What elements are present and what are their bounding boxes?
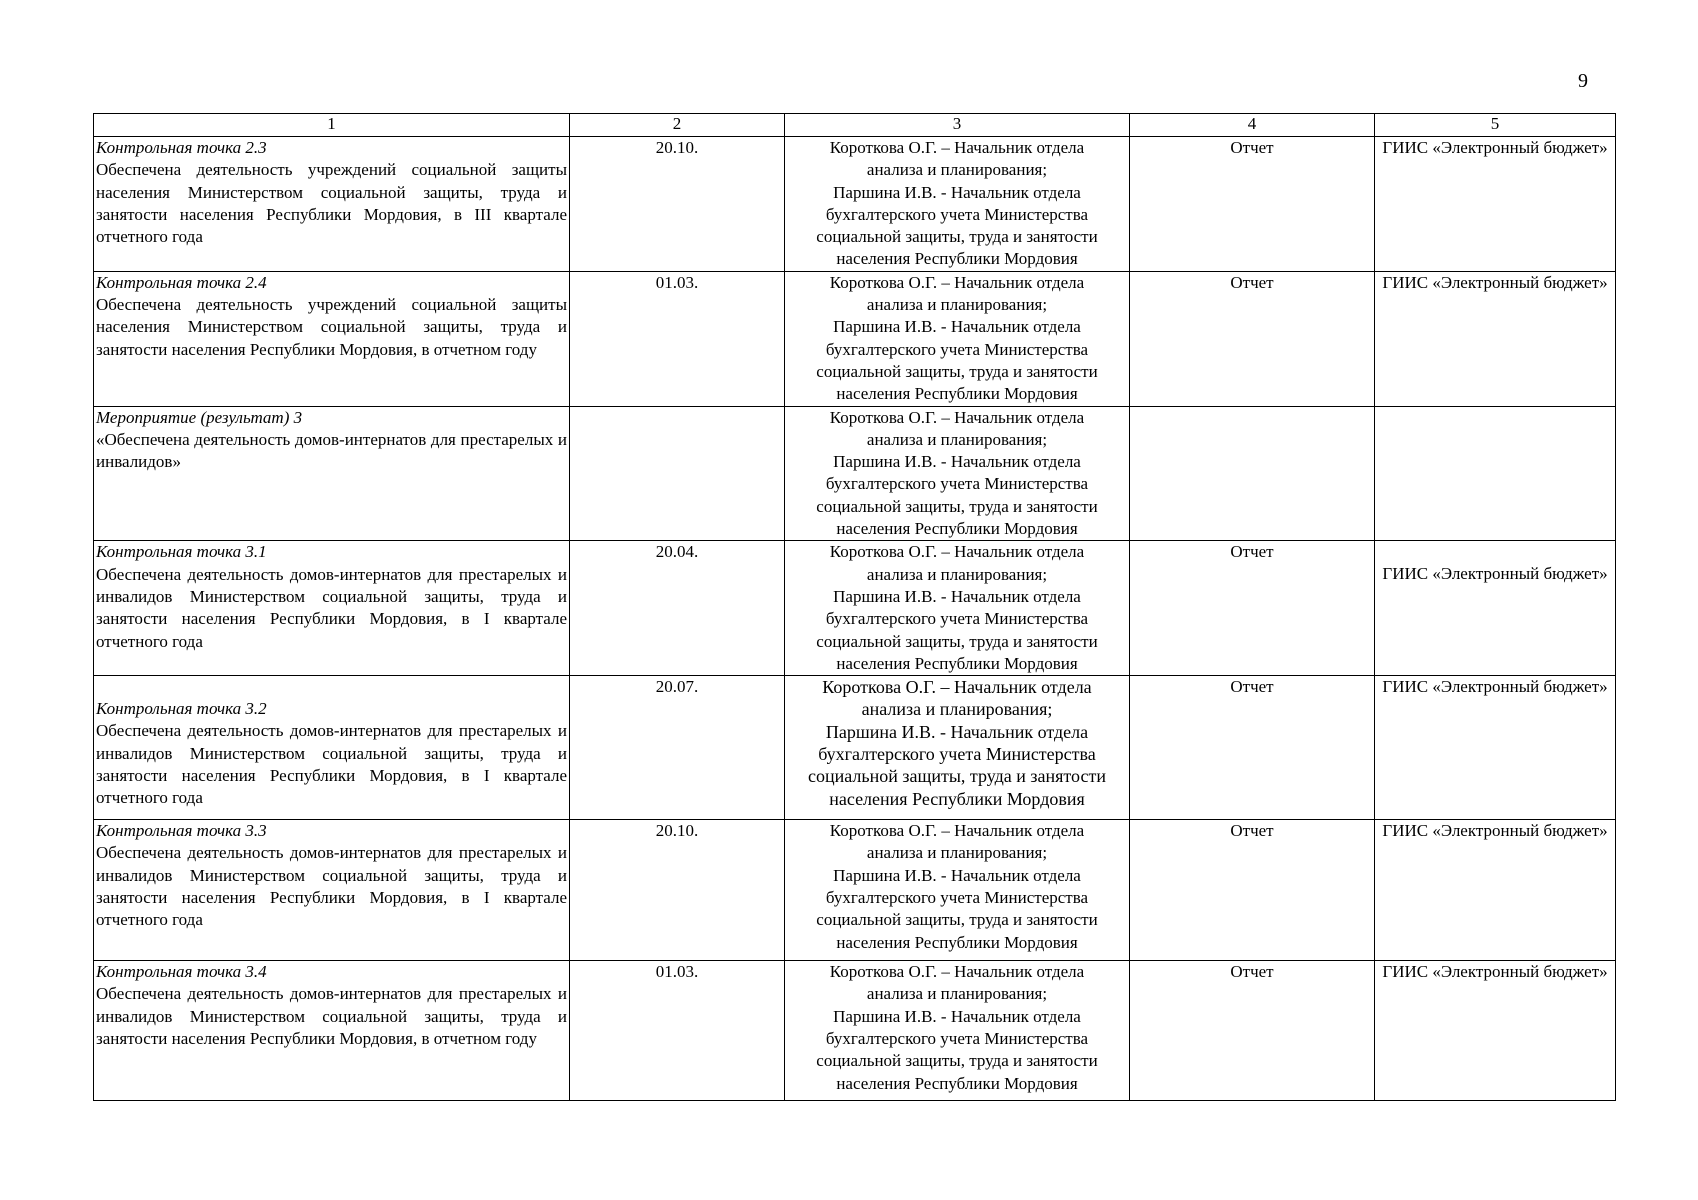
responsible-cell: [785, 676, 1130, 820]
information-system-cell: [1375, 541, 1616, 676]
table-row: [94, 406, 1616, 541]
table-row: [94, 676, 1616, 820]
column-header-3: 3: [785, 114, 1130, 137]
information-system-cell: ГИИС «Электронный бюджет»: [1375, 961, 1616, 1101]
item-title: Контрольная точка 3.1: [96, 542, 267, 562]
responsible-cell: [785, 961, 1130, 1101]
responsible-line: анализа и планирования;: [866, 564, 1048, 584]
item-description-cell: [94, 406, 570, 541]
responsible-line: Паршина И.В. - Начальник отдела: [833, 182, 1081, 202]
item-description-cell: [94, 676, 570, 820]
responsible-line: бухгалтерского учета Министерства: [825, 339, 1089, 359]
information-system-cell: [1375, 406, 1616, 541]
item-description: Обеспечена деятельность домов-интернатов для престарелых и инвалидов Министерством социальной защиты, труда и занятости населения Республики Мордовия, в I квартале отчетного года: [96, 564, 567, 651]
responsible-line: Короткова О.Г. – Начальник отдела: [829, 962, 1085, 982]
responsible-line: анализа и планирования;: [866, 843, 1048, 863]
responsible-line: Паршина И.В. - Начальник отдела: [833, 452, 1081, 472]
responsible-line: населения Республики Мордовия: [836, 519, 1078, 539]
responsible-line: социальной защиты, труда и занятости: [816, 361, 1098, 381]
item-title: Контрольная точка 3.2: [96, 699, 267, 719]
responsible-line: Короткова О.Г. – Начальник отдела: [829, 821, 1085, 841]
date-cell: 20.04.: [570, 541, 785, 676]
responsible-cell: [785, 820, 1130, 961]
date-cell: 01.03.: [570, 961, 785, 1101]
item-description-cell: [94, 541, 570, 676]
responsible-line: социальной защиты, труда и занятости: [816, 1051, 1098, 1071]
date-cell: [570, 406, 785, 541]
responsible-line: населения Республики Мордовия: [836, 384, 1078, 404]
table-row: [94, 961, 1616, 1101]
responsible-line: Короткова О.Г. – Начальник отдела: [822, 677, 1092, 698]
item-description-cell: [94, 271, 570, 406]
responsible-line: социальной защиты, труда и занятости: [816, 631, 1098, 651]
information-system-cell: ГИИС «Электронный бюджет»: [1375, 676, 1616, 820]
responsible-line: анализа и планирования;: [866, 984, 1048, 1004]
table-row: [94, 541, 1616, 676]
information-system-cell: ГИИС «Электронный бюджет»: [1375, 820, 1616, 961]
item-description-cell: [94, 961, 570, 1101]
item-title: Контрольная точка 2.4: [96, 272, 267, 292]
column-header-5: 5: [1375, 114, 1616, 137]
item-title: Контрольная точка 3.3: [96, 821, 267, 841]
responsible-cell: [785, 541, 1130, 676]
item-description: Обеспечена деятельность учреждений социальной защиты населения Министерством социальной защиты, труда и занятости населения Республики Мордовия, в III квартале отчетного года: [96, 160, 567, 247]
responsible-line: анализа и планирования;: [866, 429, 1048, 449]
responsible-line: бухгалтерского учета Министерства: [825, 888, 1089, 908]
responsible-line: Короткова О.Г. – Начальник отдела: [829, 407, 1085, 427]
responsible-cell: [785, 406, 1130, 541]
item-description-cell: [94, 137, 570, 272]
item-description: Обеспечена деятельность домов-интернатов для престарелых и инвалидов Министерством социальной защиты, труда и занятости населения Республики Мордовия, в I квартале отчетного года: [96, 843, 567, 930]
item-title: Мероприятие (результат) 3: [96, 407, 303, 427]
responsible-line: социальной защиты, труда и занятости: [808, 766, 1106, 787]
column-header-1: 1: [94, 114, 570, 137]
responsible-line: населения Республики Мордовия: [836, 653, 1078, 673]
responsible-line: социальной защиты, труда и занятости: [816, 910, 1098, 930]
table-row: [94, 137, 1616, 272]
date-cell: 20.10.: [570, 820, 785, 961]
spacer: [1377, 541, 1613, 563]
responsible-line: населения Республики Мордовия: [829, 788, 1085, 809]
document-type-cell: Отчет: [1130, 137, 1375, 272]
item-description: «Обеспечена деятельность домов-интернатов для престарелых и инвалидов»: [96, 429, 567, 472]
responsible-cell: [785, 137, 1130, 272]
responsible-line: Короткова О.Г. – Начальник отдела: [829, 542, 1085, 562]
item-description: Обеспечена деятельность учреждений социальной защиты населения Министерством социальной защиты, труда и занятости населения Республики Мордовия, в отчетном году: [96, 295, 567, 359]
responsible-line: бухгалтерского учета Министерства: [825, 204, 1089, 224]
document-type-cell: Отчет: [1130, 820, 1375, 961]
responsible-line: бухгалтерского учета Министерства: [825, 609, 1089, 629]
date-cell: 20.07.: [570, 676, 785, 820]
document-type-cell: Отчет: [1130, 961, 1375, 1101]
responsible-line: бухгалтерского учета Министерства: [825, 1029, 1089, 1049]
table-row: [94, 820, 1616, 961]
document-type-cell: Отчет: [1130, 271, 1375, 406]
date-cell: 01.03.: [570, 271, 785, 406]
date-cell: 20.10.: [570, 137, 785, 272]
document-type-cell: [1130, 406, 1375, 541]
responsible-line: Паршина И.В. - Начальник отдела: [833, 1006, 1081, 1026]
table-header-row: [94, 114, 1616, 137]
responsible-line: социальной защиты, труда и занятости: [816, 227, 1098, 247]
item-description: Обеспечена деятельность домов-интернатов для престарелых и инвалидов Министерством социальной защиты, труда и занятости населения Республики Мордовия, в отчетном году: [96, 984, 567, 1049]
information-system-text: ГИИС «Электронный бюджет»: [1382, 564, 1608, 584]
page-number: 9: [1578, 70, 1588, 92]
responsible-line: населения Республики Мордовия: [836, 932, 1078, 952]
responsible-line: Паршина И.В. - Начальник отдела: [833, 586, 1081, 606]
responsible-line: населения Республики Мордовия: [836, 1073, 1078, 1093]
document-type-cell: Отчет: [1130, 541, 1375, 676]
table-row: [94, 271, 1616, 406]
responsible-line: Паршина И.В. - Начальник отдела: [825, 721, 1089, 742]
responsible-line: Паршина И.В. - Начальник отдела: [833, 317, 1081, 337]
responsible-line: анализа и планирования;: [866, 295, 1048, 315]
item-description: Обеспечена деятельность домов-интернатов для престарелых и инвалидов Министерством социальной защиты, труда и занятости населения Республики Мордовия, в I квартале отчетного года: [96, 721, 567, 808]
responsible-line: анализа и планирования;: [861, 699, 1053, 720]
column-header-4: 4: [1130, 114, 1375, 137]
responsible-cell: [785, 271, 1130, 406]
item-description-cell: [94, 820, 570, 961]
responsible-line: бухгалтерского учета Министерства: [825, 474, 1089, 494]
control-points-table: [93, 113, 1616, 1101]
responsible-line: социальной защиты, труда и занятости: [816, 496, 1098, 516]
information-system-cell: ГИИС «Электронный бюджет»: [1375, 271, 1616, 406]
responsible-line: анализа и планирования;: [866, 160, 1048, 180]
responsible-line: Паршина И.В. - Начальник отдела: [833, 865, 1081, 885]
spacer: [96, 676, 567, 698]
document-type-cell: Отчет: [1130, 676, 1375, 820]
responsible-line: бухгалтерского учета Министерства: [818, 744, 1096, 765]
column-header-2: 2: [570, 114, 785, 137]
responsible-line: Короткова О.Г. – Начальник отдела: [829, 138, 1085, 157]
information-system-cell: ГИИС «Электронный бюджет»: [1375, 137, 1616, 272]
item-title: Контрольная точка 3.4: [96, 962, 267, 982]
item-title: Контрольная точка 2.3: [96, 138, 267, 157]
responsible-line: Короткова О.Г. – Начальник отдела: [829, 272, 1085, 292]
responsible-line: населения Республики Мордовия: [836, 249, 1078, 269]
